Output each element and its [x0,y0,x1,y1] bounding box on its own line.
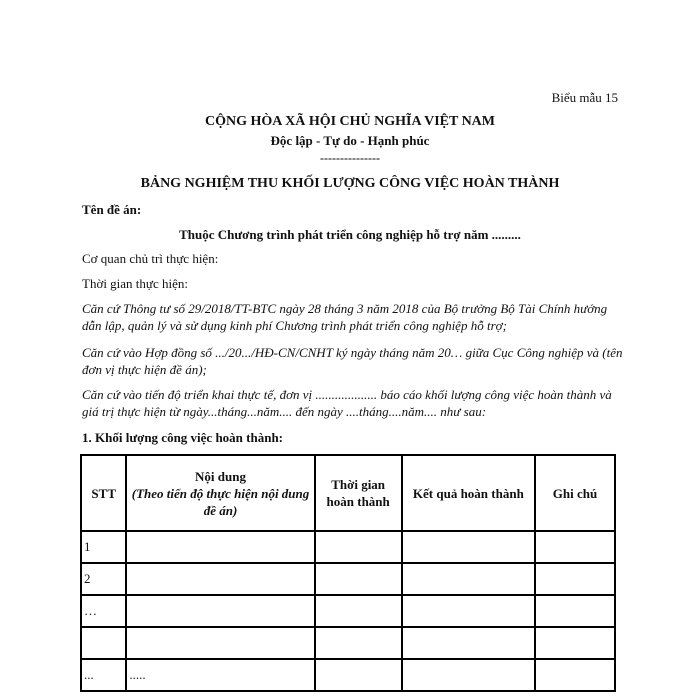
legal-basis-contract: Căn cứ vào Hợp đồng số .../20.../HĐ-CN/CNHT ký ngày tháng năm 20… giữa Cục Công nghiệp và (tên đơn vị thực hiện đề án); [82,345,623,377]
row-content [126,595,314,627]
form-number: Biểu mẫu 15 [551,90,618,105]
row-notes [535,627,615,659]
row-content [126,563,314,595]
row-notes [535,595,615,627]
header-divider: --------------- [320,151,380,165]
legal-basis-progress: Căn cứ vào tiến độ triển khai thực tế, đơn vị ................... báo cáo khối lượng công việc hoàn thành và giá trị thực hiện từ ngày...tháng...năm.... đến ngày ....tháng....năm.... như sau: [82,387,612,419]
header-content-label: Nội dung [195,468,246,484]
row-stt: … [81,595,126,627]
row-stt: 2 [81,563,126,595]
document-title: BẢNG NGHIỆM THU KHỐI LƯỢNG CÔNG VIỆC HOÀN THÀNH [140,176,560,191]
row-result [402,531,535,563]
row-notes [535,531,615,563]
table-row [81,563,615,595]
row-content: ..... [126,659,314,691]
program-line: Thuộc Chương trình phát triển công nghiệp hỗ trợ năm ......... [179,227,521,242]
row-content [126,627,314,659]
row-completion-time [315,659,402,691]
header-content-note: (Theo tiến độ thực hiện nội dung đề án) [131,485,310,518]
row-content [126,531,314,563]
header-notes: Ghi chú [535,455,615,531]
table-row [81,531,615,563]
row-completion-time [315,563,402,595]
table-row [81,595,615,627]
project-name-label: Tên đề án: [82,202,142,217]
row-notes [535,659,615,691]
completed-work-table [80,454,616,692]
row-completion-time [315,531,402,563]
implementation-time-label: Thời gian thực hiện: [82,276,188,291]
legal-basis-circular: Căn cứ Thông tư số 29/2018/TT-BTC ngày 28 tháng 3 năm 2018 của Bộ trưởng Bộ Tài Chính hướng dẫn lập, quản lý và sử dụng kinh phí Chương trình phát triển công nghiệp hỗ trợ; [82,301,608,333]
table-row [81,659,615,691]
country-header: CỘNG HÒA XÃ HỘI CHỦ NGHĨA VIỆT NAM [204,114,495,129]
row-result [402,659,535,691]
row-notes [535,563,615,595]
section-title: 1. Khối lượng công việc hoàn thành: [82,430,284,445]
row-stt: 1 [81,531,126,563]
table-row [81,627,615,659]
header-content [126,455,314,531]
table-header-row [81,455,615,531]
agency-label: Cơ quan chủ trì thực hiện: [82,251,219,266]
row-result [402,627,535,659]
national-motto: Độc lập - Tự do - Hạnh phúc [270,133,430,148]
header-stt: STT [81,455,126,531]
row-result [402,563,535,595]
row-stt: ... [81,659,126,691]
row-stt [81,627,126,659]
row-result [402,595,535,627]
row-completion-time [315,595,402,627]
row-completion-time [315,627,402,659]
header-completion-time: Thời gian hoàn thành [315,455,402,531]
header-result: Kết quả hoàn thành [402,455,535,531]
